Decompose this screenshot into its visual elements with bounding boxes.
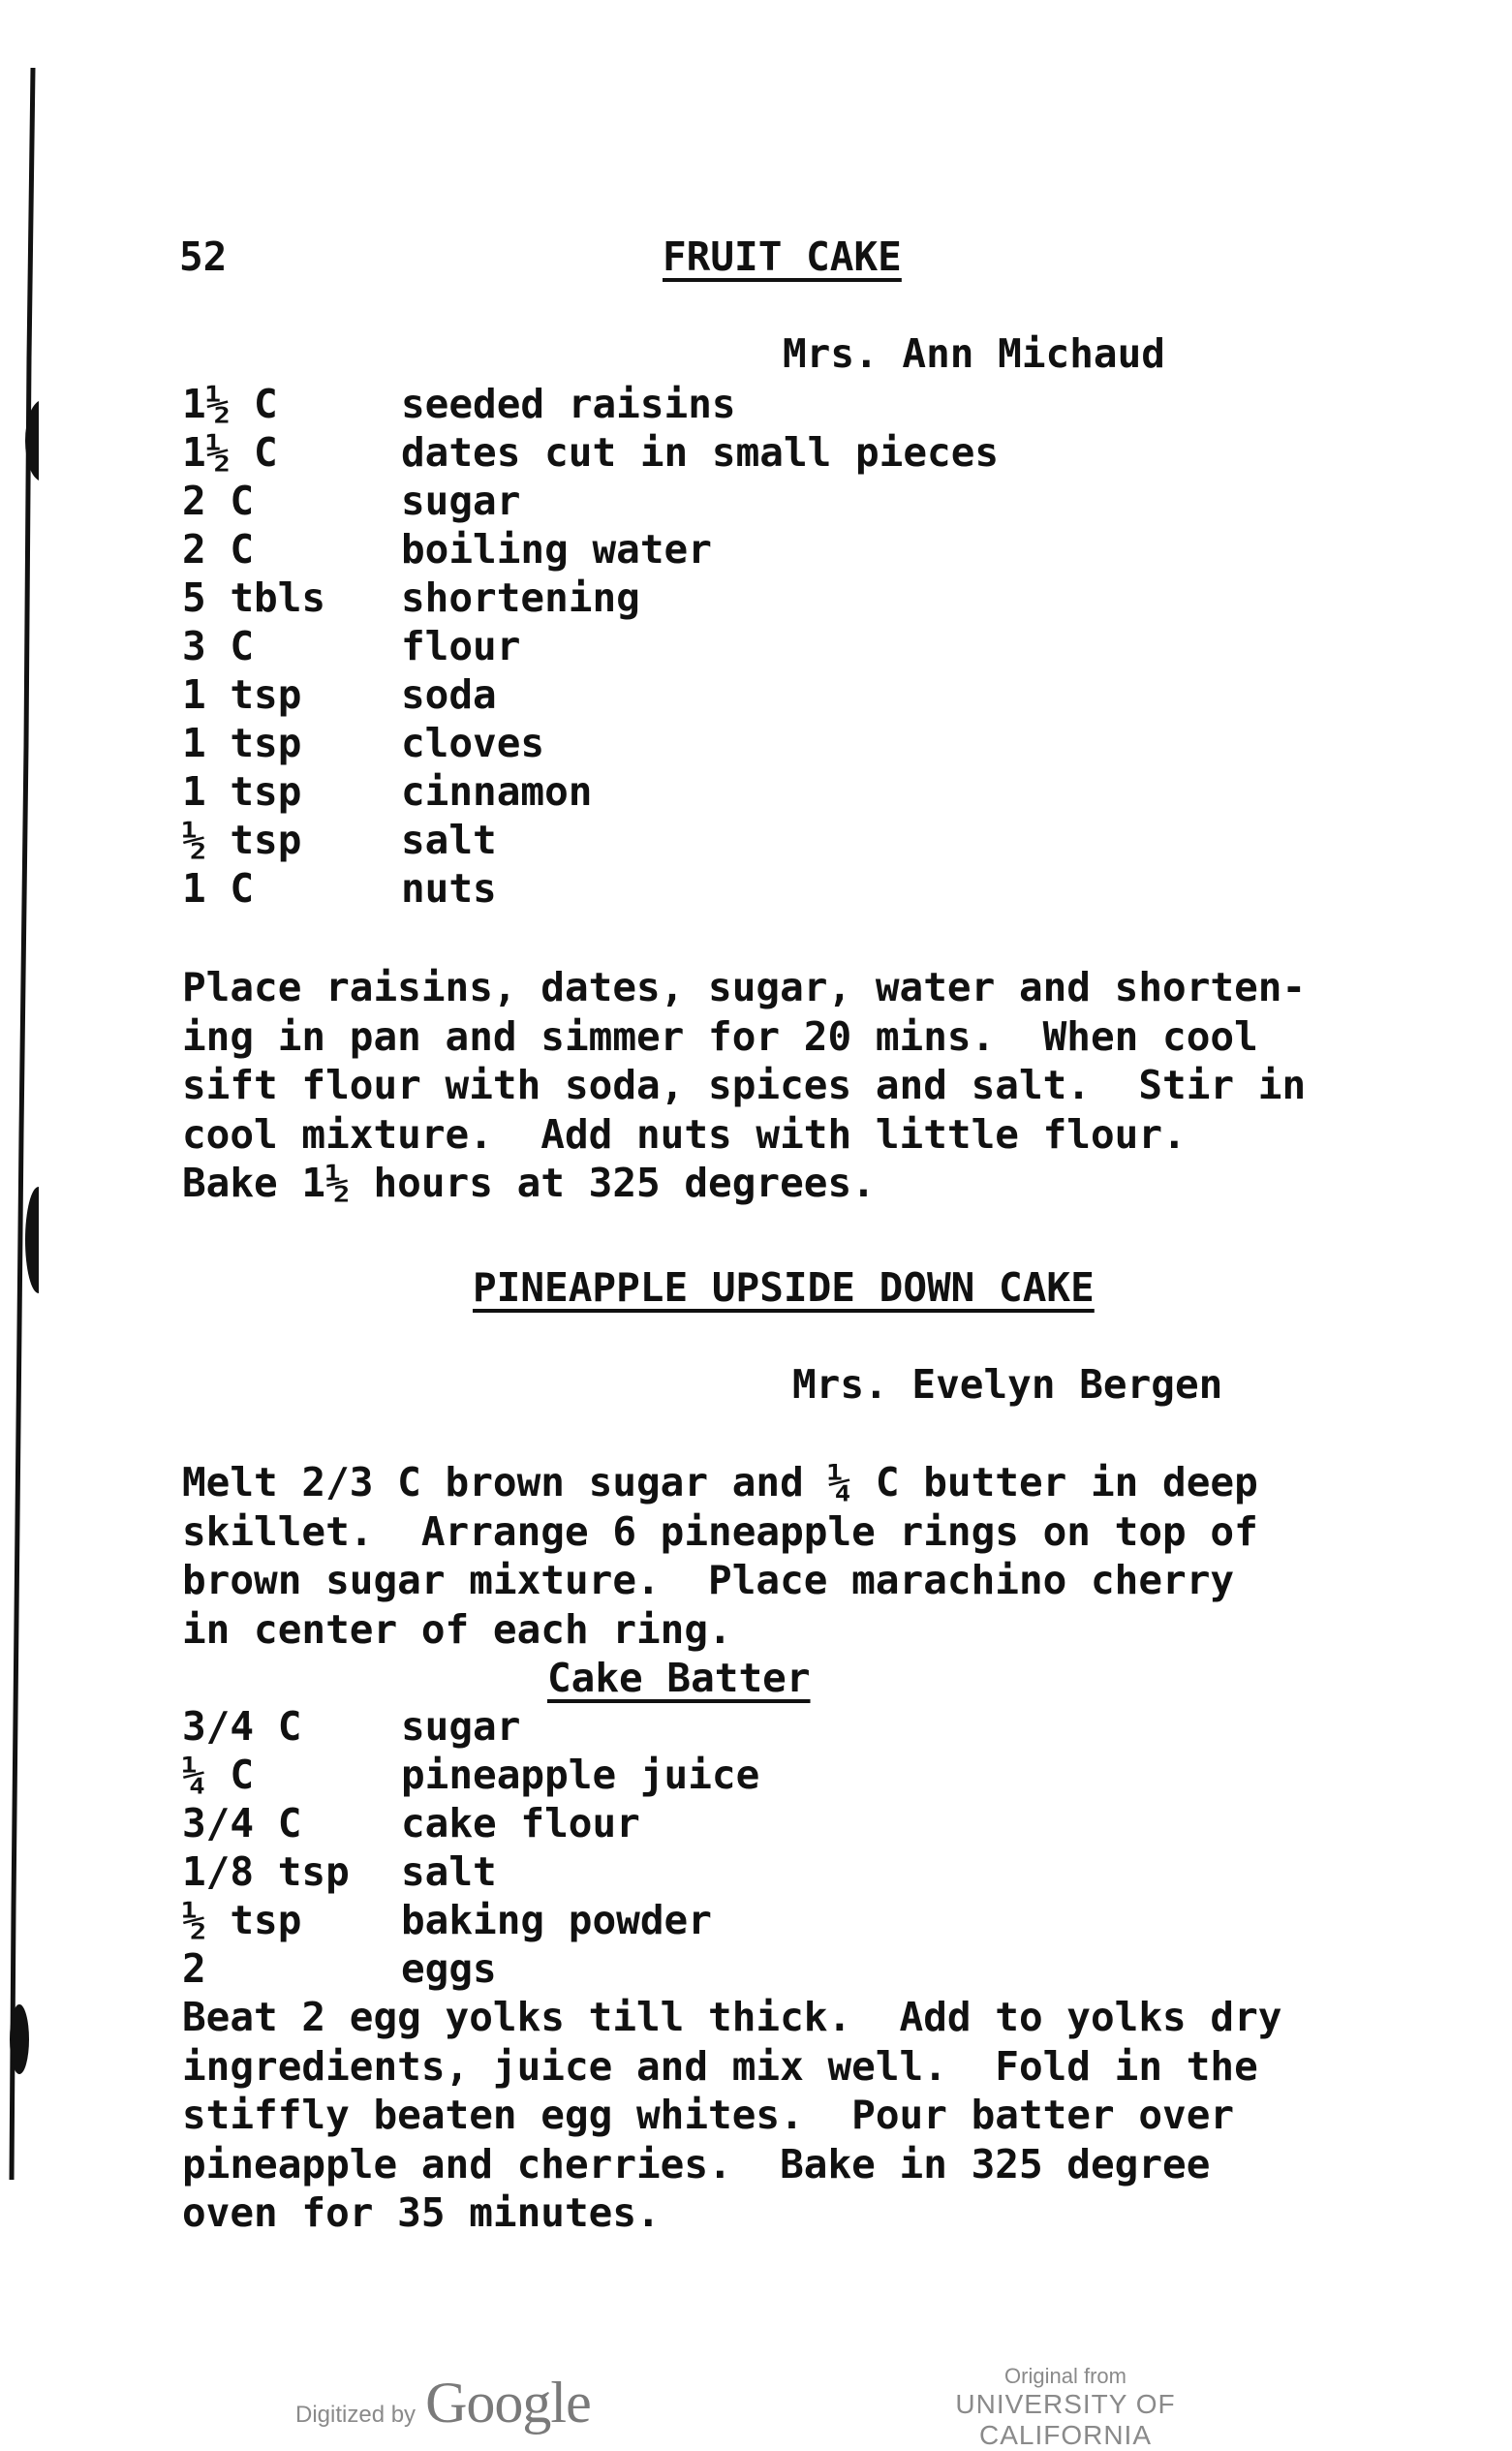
ingredient-item: boiling water — [401, 526, 712, 573]
ingredient-qty: 1½ C — [182, 381, 278, 427]
directions-line: Beat 2 egg yolks till thick. Add to yolks dry — [182, 1994, 1282, 2040]
ingredient-item: sugar — [401, 478, 521, 524]
ingredient-qty: 1 tsp — [182, 768, 302, 815]
ingredient-item: soda — [401, 671, 497, 718]
ingredient-item: salt — [401, 817, 497, 863]
ingredient-qty: 1 tsp — [182, 671, 302, 718]
ingredient-item: salt — [401, 1848, 497, 1895]
ingredient-item: seeded raisins — [401, 381, 736, 427]
ingredient-item: eggs — [401, 1945, 497, 1992]
original-from-label: Original from — [1004, 2364, 1126, 2388]
digitized-by-watermark — [295, 2371, 591, 2439]
ingredient-qty: 1 tsp — [182, 720, 302, 766]
ingredient-qty: 3/4 C — [182, 1800, 302, 1846]
intro-line: brown sugar mixture. Place marachino cherry — [182, 1557, 1235, 1603]
digitized-by-label: Digitized by — [295, 2402, 417, 2428]
source-watermark — [891, 2364, 1240, 2451]
pineapple-cake-author: Mrs. Evelyn Bergen — [792, 1361, 1223, 1408]
intro-line: skillet. Arrange 6 pineapple rings on top of — [182, 1507, 1258, 1555]
ingredient-item: cinnamon — [401, 768, 593, 815]
binding-edge-shadow — [0, 68, 39, 2180]
directions-line: ing in pan and simmer for 20 mins. When cool — [182, 1012, 1258, 1060]
cake-batter-heading: Cake Batter — [547, 1655, 811, 1701]
directions-line: oven for 35 minutes. — [182, 2189, 661, 2236]
page-number: 52 — [179, 233, 228, 280]
fruit-cake-title: FRUIT CAKE — [663, 233, 902, 280]
directions-line: pineapple and cherries. Bake in 325 degree — [182, 2140, 1211, 2187]
fruit-cake-directions — [182, 963, 1403, 1208]
ingredient-qty: 3/4 C — [182, 1703, 302, 1750]
ingredient-qty: ½ tsp — [182, 1897, 302, 1943]
ingredient-qty: ½ tsp — [182, 817, 302, 863]
fruit-cake-author: Mrs. Ann Michaud — [783, 330, 1165, 377]
ingredient-item: sugar — [401, 1703, 521, 1750]
directions-line: cool mixture. Add nuts with little flour. — [182, 1110, 1187, 1158]
ingredient-item: pineapple juice — [401, 1752, 760, 1798]
ingredient-item: cake flour — [401, 1800, 640, 1846]
ingredient-item: nuts — [401, 865, 497, 912]
university-label: UNIVERSITY OF CALIFORNIA — [955, 2389, 1176, 2450]
ingredient-item: baking powder — [401, 1897, 712, 1943]
ingredient-qty: 1 C — [182, 865, 255, 912]
ingredient-item: flour — [401, 623, 521, 669]
ingredient-qty: 1½ C — [182, 429, 278, 476]
directions-line: Place raisins, dates, sugar, water and shorten- — [182, 964, 1307, 1010]
ingredient-qty: 2 — [182, 1945, 206, 1992]
directions-line: sift flour with soda, spices and salt. Stir in — [182, 1062, 1307, 1108]
ingredient-qty: 1/8 tsp — [182, 1848, 350, 1895]
directions-line: ingredients, juice and mix well. Fold in the — [182, 2042, 1258, 2090]
intro-line: Melt 2/3 C brown sugar and ¼ C butter in deep — [182, 1459, 1258, 1505]
directions-line: stiffly beaten egg whites. Pour batter over — [182, 2092, 1235, 2138]
directions-line: Bake 1½ hours at 325 degrees. — [182, 1160, 876, 1206]
ingredient-qty: 5 tbls — [182, 574, 326, 621]
ingredient-qty: 2 C — [182, 478, 255, 524]
ingredient-item: dates cut in small pieces — [401, 429, 1000, 476]
ingredient-item: shortening — [401, 574, 640, 621]
pineapple-cake-title: PINEAPPLE UPSIDE DOWN CAKE — [473, 1264, 1095, 1311]
intro-line: in center of each ring. — [182, 1605, 732, 1653]
pineapple-cake-intro — [182, 1458, 1403, 1654]
google-logo-text: Google — [425, 2371, 591, 2435]
ingredient-qty: ¼ C — [182, 1752, 255, 1798]
ingredient-qty: 3 C — [182, 623, 255, 669]
ingredient-item: cloves — [401, 720, 545, 766]
ingredient-qty: 2 C — [182, 526, 255, 573]
pineapple-cake-directions — [182, 1993, 1403, 2238]
